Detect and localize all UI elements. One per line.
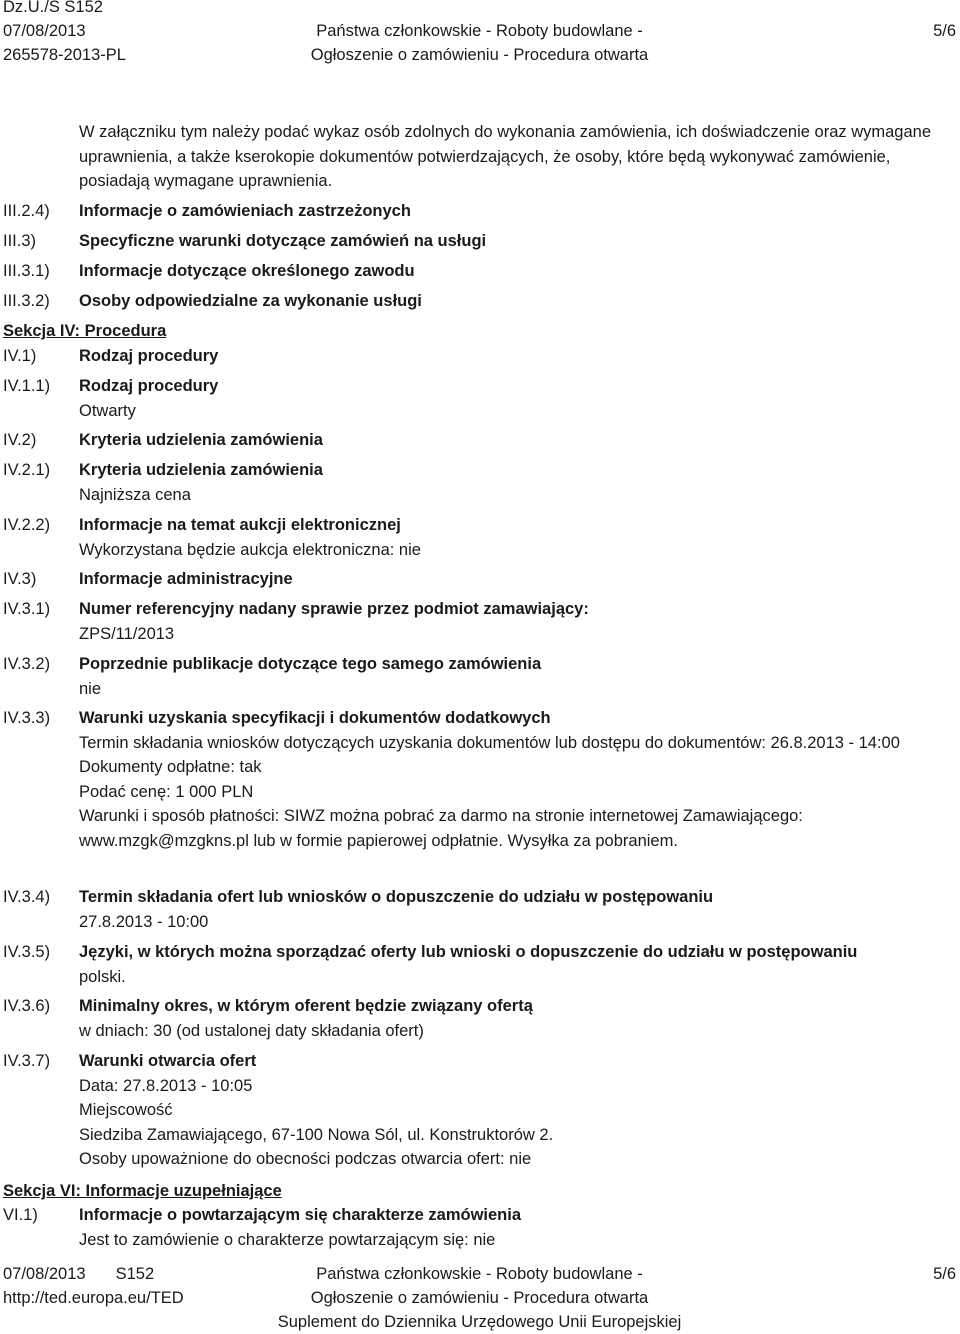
header-page-number: 5/6	[933, 22, 956, 40]
row-number: IV.3.6)	[3, 997, 51, 1015]
row-value: Otwarty	[79, 401, 136, 420]
footer-code: S152	[115, 1265, 155, 1283]
row-title: Rodzaj procedury	[79, 347, 219, 365]
row-value: ZPS/11/2013	[79, 624, 175, 643]
documents-deadline: Termin składania wniosków dotyczących uzyskania dokumentów lub dostępu do dokumentów: 26.8.2013 - 14:00	[79, 733, 900, 752]
footer-center	[3, 1262, 956, 1310]
row-title: Warunki uzyskania specyfikacji i dokumentów dodatkowych	[79, 709, 551, 727]
row-number: IV.1)	[3, 347, 37, 365]
row-title: Osoby odpowiedzialne za wykonanie usługi	[79, 292, 422, 310]
payment-conditions-continued	[79, 829, 943, 854]
row-title: Informacje administracyjne	[79, 570, 293, 588]
row-value: nie	[79, 679, 102, 698]
row-title: Termin składania ofert lub wniosków o dopuszczenie do udziału w postępowaniu	[79, 888, 714, 906]
intro-paragraph: W załączniku tym należy podać wykaz osób zdolnych do wykonania zamówienia, ich doświadczenie oraz wymagane uprawnienia, a także kserokopie dokumentów potwierdzających, że osoby, które będą wykonywać zamówienie, posiadają wymagane uprawnienia.	[79, 123, 932, 191]
row-title: Informacje o powtarzającym się charakterze zamówienia	[79, 1206, 522, 1224]
row-number: III.3.2)	[3, 292, 50, 310]
row-value: Jest to zamówienie o charakterze powtarzającym się: nie	[79, 1230, 496, 1249]
row-number: III.2.4)	[3, 202, 50, 220]
row-number: VI.1)	[3, 1206, 38, 1224]
row-number: IV.1.1)	[3, 377, 51, 395]
row-title: Specyficzne warunki dotyczące zamówień na usługi	[79, 232, 487, 250]
page-footer	[3, 1262, 956, 1334]
website-link[interactable]: www.mzgk@mzgkns.pl	[79, 831, 249, 850]
header-center	[3, 0, 956, 67]
row-value: w dniach: 30 (od ustalonej daty składania ofert)	[79, 1021, 424, 1040]
row-number: IV.3.4)	[3, 888, 51, 906]
payment-conditions: Warunki i sposób płatności: SIWZ można pobrać za darmo na stronie internetowej Zamawiającego:	[79, 807, 803, 826]
footer-supplement: Suplement do Dziennika Urzędowego Unii Europejskiej	[277, 1313, 682, 1331]
row-title: Informacje na temat aukcji elektronicznej	[79, 516, 401, 534]
row-number: IV.2)	[3, 431, 37, 449]
row-number: IV.2.1)	[3, 461, 51, 479]
row-title: Rodzaj procedury	[79, 377, 219, 395]
footer-title-line2: Ogłoszenie o zamówieniu - Procedura otwarta	[310, 1289, 649, 1307]
page-header	[3, 0, 956, 67]
journal-reference: Dz.U./S S152	[3, 0, 103, 16]
documents-price: Podać cenę: 1 000 PLN	[79, 782, 254, 801]
row-title: Minimalny okres, w którym oferent będzie związany ofertą	[79, 997, 533, 1015]
row-number: IV.3)	[3, 570, 37, 588]
row-title: Informacje dotyczące określonego zawodu	[79, 262, 415, 280]
section-iv-heading: Sekcja IV: Procedura	[3, 322, 167, 340]
footer-url[interactable]: http://ted.europa.eu/TED	[3, 1289, 184, 1307]
documents-paid: Dokumenty odpłatne: tak	[79, 758, 262, 777]
row-title: Warunki otwarcia ofert	[79, 1052, 257, 1070]
opening-place-label: Miejscowość	[79, 1101, 173, 1120]
row-number: IV.3.2)	[3, 655, 51, 673]
row-title: Numer referencyjny nadany sprawie przez podmiot zamawiający:	[79, 600, 589, 618]
row-title: Informacje o zamówieniach zastrzeżonych	[79, 202, 411, 220]
row-number: IV.3.3)	[3, 709, 51, 727]
row-number: III.3)	[3, 232, 37, 250]
row-title: Języki, w których można sporządzać oferty lub wnioski o dopuszczenie do udziału w postępowaniu	[79, 943, 858, 961]
notice-number: 265578-2013-PL	[3, 46, 126, 64]
row-title: Kryteria udzielenia zamówienia	[79, 461, 323, 479]
row-value: polski.	[79, 967, 126, 986]
footer-date: 07/08/2013	[3, 1265, 86, 1283]
row-number: IV.3.5)	[3, 943, 51, 961]
row-value: Najniższa cena	[79, 485, 191, 504]
row-title: Kryteria udzielenia zamówienia	[79, 431, 323, 449]
payment-conditions-rest: lub w formie papierowej odpłatnie. Wysyłka za pobraniem.	[248, 831, 678, 850]
opening-attendees: Osoby upoważnione do obecności podczas otwarcia ofert: nie	[79, 1150, 532, 1169]
footer-title-line1: Państwa członkowskie - Roboty budowlane -	[316, 1265, 643, 1283]
footer-page-number: 5/6	[933, 1265, 956, 1283]
row-number: IV.2.2)	[3, 516, 51, 534]
section-vi-heading: Sekcja VI: Informacje uzupełniające	[3, 1182, 282, 1200]
header-title-line2: Ogłoszenie o zamówieniu - Procedura otwarta	[310, 46, 649, 64]
opening-place: Siedziba Zamawiającego, 67-100 Nowa Sól, ul. Konstruktorów 2.	[79, 1125, 554, 1144]
opening-date: Data: 27.8.2013 - 10:05	[79, 1076, 253, 1095]
row-value: 27.8.2013 - 10:00	[79, 912, 209, 931]
row-number: IV.3.7)	[3, 1052, 51, 1070]
publication-date: 07/08/2013	[3, 22, 86, 40]
row-number: III.3.1)	[3, 262, 50, 280]
row-number: IV.3.1)	[3, 600, 51, 618]
header-title-line1: Państwa członkowskie - Roboty budowlane -	[316, 22, 643, 40]
row-title: Poprzednie publikacje dotyczące tego samego zamówienia	[79, 655, 542, 673]
row-value: Wykorzystana będzie aukcja elektroniczna: nie	[79, 540, 421, 559]
